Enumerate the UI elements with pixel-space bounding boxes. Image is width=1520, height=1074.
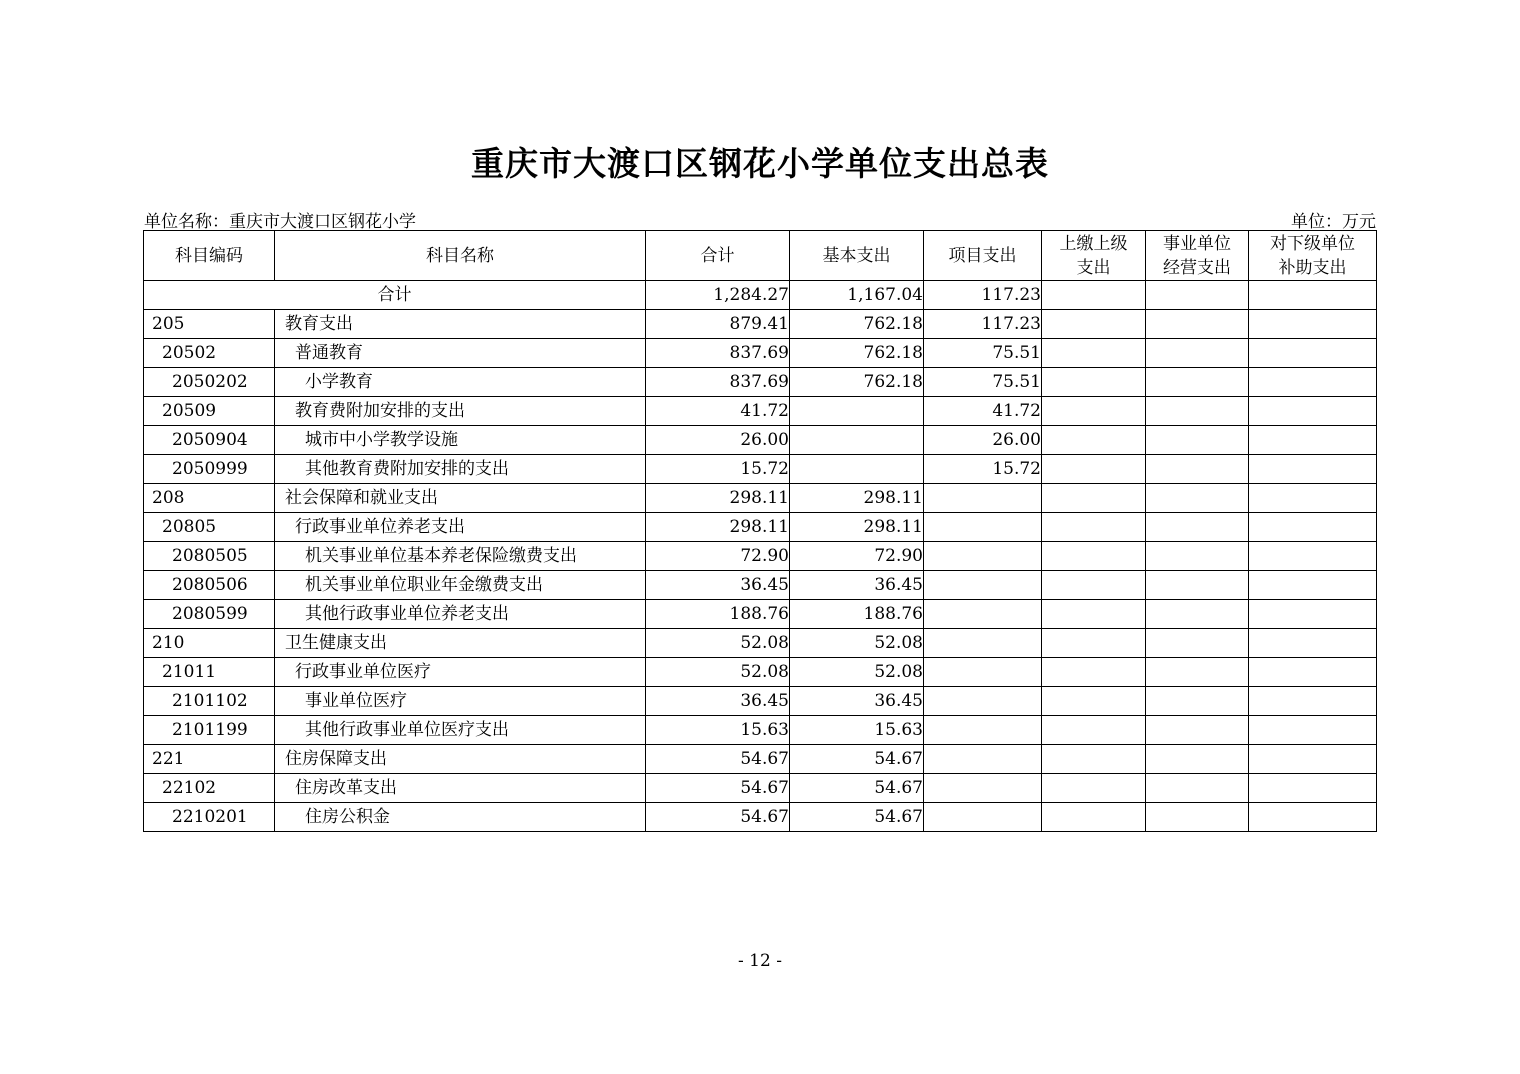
- row-code: 2101102: [144, 687, 275, 716]
- row-business: [1146, 397, 1249, 426]
- row-subsidy: [1249, 716, 1377, 745]
- row-subsidy: [1249, 339, 1377, 368]
- row-subsidy: [1249, 687, 1377, 716]
- unit-name-label: 单位名称：重庆市大渡口区钢花小学: [144, 212, 416, 232]
- row-upper: [1042, 687, 1146, 716]
- row-name: 教育费附加安排的支出: [275, 397, 646, 426]
- row-total: 26.00: [646, 426, 790, 455]
- total-row-project: 117.23: [924, 281, 1042, 310]
- row-code: 208: [144, 484, 275, 513]
- row-basic: 36.45: [790, 571, 924, 600]
- row-project: [924, 716, 1042, 745]
- row-upper: [1042, 600, 1146, 629]
- row-business: [1146, 571, 1249, 600]
- row-subsidy: [1249, 310, 1377, 339]
- row-total: 54.67: [646, 803, 790, 832]
- row-project: [924, 629, 1042, 658]
- row-basic: 54.67: [790, 745, 924, 774]
- row-name: 行政事业单位养老支出: [275, 513, 646, 542]
- table-row: [144, 658, 1377, 687]
- row-subsidy: [1249, 600, 1377, 629]
- table-row: [144, 484, 1377, 513]
- table-row: [144, 803, 1377, 832]
- row-basic: 298.11: [790, 484, 924, 513]
- row-total: 36.45: [646, 571, 790, 600]
- row-upper: [1042, 542, 1146, 571]
- row-project: [924, 513, 1042, 542]
- row-basic: 762.18: [790, 310, 924, 339]
- row-upper: [1042, 571, 1146, 600]
- row-subsidy: [1249, 484, 1377, 513]
- header-basic: 基本支出: [790, 231, 924, 281]
- row-upper: [1042, 513, 1146, 542]
- table-row: [144, 687, 1377, 716]
- row-name: 普通教育: [275, 339, 646, 368]
- row-upper: [1042, 745, 1146, 774]
- row-project: 15.72: [924, 455, 1042, 484]
- table-row: [144, 600, 1377, 629]
- row-total: 188.76: [646, 600, 790, 629]
- row-upper: [1042, 339, 1146, 368]
- table-row: [144, 571, 1377, 600]
- row-business: [1146, 513, 1249, 542]
- row-basic: 298.11: [790, 513, 924, 542]
- row-total: 15.63: [646, 716, 790, 745]
- header-project: 项目支出: [924, 231, 1042, 281]
- header-subsidy-line2: 补助支出: [1278, 257, 1347, 278]
- row-business: [1146, 716, 1249, 745]
- row-basic: [790, 426, 924, 455]
- row-total: 298.11: [646, 484, 790, 513]
- row-code: 2080599: [144, 600, 275, 629]
- row-subsidy: [1249, 542, 1377, 571]
- header-upper-line1: 上缴上级: [1059, 233, 1128, 254]
- row-upper: [1042, 716, 1146, 745]
- row-subsidy: [1249, 658, 1377, 687]
- table-row: [144, 745, 1377, 774]
- row-project: [924, 542, 1042, 571]
- row-subsidy: [1249, 397, 1377, 426]
- row-total: 41.72: [646, 397, 790, 426]
- total-row-upper: [1042, 281, 1146, 310]
- header-upper-line2: 支出: [1076, 257, 1111, 278]
- row-upper: [1042, 774, 1146, 803]
- row-project: 75.51: [924, 368, 1042, 397]
- row-subsidy: [1249, 513, 1377, 542]
- row-basic: 72.90: [790, 542, 924, 571]
- header-name: 科目名称: [275, 231, 646, 281]
- row-name: 住房保障支出: [275, 745, 646, 774]
- row-business: [1146, 774, 1249, 803]
- page-number: - 12 -: [738, 951, 782, 971]
- row-basic: 188.76: [790, 600, 924, 629]
- expenditure-table: [143, 230, 1377, 832]
- row-subsidy: [1249, 426, 1377, 455]
- row-code: 2050904: [144, 426, 275, 455]
- row-basic: 54.67: [790, 774, 924, 803]
- total-row-subsidy: [1249, 281, 1377, 310]
- row-name: 住房公积金: [275, 803, 646, 832]
- row-upper: [1042, 484, 1146, 513]
- row-name: 行政事业单位医疗: [275, 658, 646, 687]
- table-row: [144, 774, 1377, 803]
- row-name: 其他行政事业单位养老支出: [275, 600, 646, 629]
- row-code: 20509: [144, 397, 275, 426]
- row-basic: 52.08: [790, 658, 924, 687]
- row-business: [1146, 745, 1249, 774]
- row-business: [1146, 339, 1249, 368]
- row-project: [924, 484, 1042, 513]
- table-row: [144, 455, 1377, 484]
- row-upper: [1042, 629, 1146, 658]
- header-business-line1: 事业单位: [1163, 233, 1231, 254]
- row-business: [1146, 658, 1249, 687]
- row-name: 社会保障和就业支出: [275, 484, 646, 513]
- table-row: [144, 426, 1377, 455]
- row-upper: [1042, 397, 1146, 426]
- row-business: [1146, 629, 1249, 658]
- row-name: 城市中小学教学设施: [275, 426, 646, 455]
- row-code: 2210201: [144, 803, 275, 832]
- row-name: 卫生健康支出: [275, 629, 646, 658]
- row-business: [1146, 310, 1249, 339]
- row-code: 210: [144, 629, 275, 658]
- row-project: [924, 658, 1042, 687]
- row-total: 54.67: [646, 745, 790, 774]
- row-total: 298.11: [646, 513, 790, 542]
- page-title: 重庆市大渡口区钢花小学单位支出总表: [471, 144, 1049, 183]
- row-business: [1146, 803, 1249, 832]
- row-code: 20805: [144, 513, 275, 542]
- row-total: 52.08: [646, 658, 790, 687]
- row-project: 75.51: [924, 339, 1042, 368]
- row-project: 26.00: [924, 426, 1042, 455]
- row-total: 837.69: [646, 368, 790, 397]
- header-subsidy-line1: 对下级单位: [1270, 233, 1355, 254]
- row-name: 教育支出: [275, 310, 646, 339]
- row-subsidy: [1249, 571, 1377, 600]
- row-basic: 36.45: [790, 687, 924, 716]
- header-row: [144, 231, 1377, 281]
- row-business: [1146, 542, 1249, 571]
- row-basic: 762.18: [790, 368, 924, 397]
- table-row: [144, 368, 1377, 397]
- row-basic: [790, 397, 924, 426]
- row-total: 54.67: [646, 774, 790, 803]
- row-total: 52.08: [646, 629, 790, 658]
- row-subsidy: [1249, 803, 1377, 832]
- row-project: [924, 803, 1042, 832]
- header-code: 科目编码: [144, 231, 275, 281]
- row-total: 36.45: [646, 687, 790, 716]
- row-upper: [1042, 426, 1146, 455]
- row-subsidy: [1249, 455, 1377, 484]
- header-business-line2: 经营支出: [1163, 257, 1231, 278]
- row-project: [924, 745, 1042, 774]
- row-code: 205: [144, 310, 275, 339]
- table-meta: [144, 207, 1376, 232]
- row-name: 小学教育: [275, 368, 646, 397]
- row-name: 住房改革支出: [275, 774, 646, 803]
- row-basic: [790, 455, 924, 484]
- row-basic: 15.63: [790, 716, 924, 745]
- row-upper: [1042, 803, 1146, 832]
- total-row: [144, 281, 1377, 310]
- table-row: [144, 339, 1377, 368]
- header-upper: [1042, 231, 1146, 281]
- row-business: [1146, 455, 1249, 484]
- row-total: 879.41: [646, 310, 790, 339]
- table-row: [144, 513, 1377, 542]
- row-upper: [1042, 455, 1146, 484]
- row-code: 2101199: [144, 716, 275, 745]
- row-project: [924, 571, 1042, 600]
- row-total: 15.72: [646, 455, 790, 484]
- row-basic: 54.67: [790, 803, 924, 832]
- total-row-business: [1146, 281, 1249, 310]
- row-business: [1146, 426, 1249, 455]
- row-subsidy: [1249, 774, 1377, 803]
- table-row: [144, 310, 1377, 339]
- row-name: 其他行政事业单位医疗支出: [275, 716, 646, 745]
- row-code: 2050202: [144, 368, 275, 397]
- row-subsidy: [1249, 368, 1377, 397]
- row-name: 事业单位医疗: [275, 687, 646, 716]
- row-code: 2080506: [144, 571, 275, 600]
- row-code: 22102: [144, 774, 275, 803]
- row-business: [1146, 484, 1249, 513]
- unit-label: 单位：万元: [1291, 212, 1376, 232]
- row-upper: [1042, 658, 1146, 687]
- row-upper: [1042, 368, 1146, 397]
- row-name: 机关事业单位基本养老保险缴费支出: [275, 542, 646, 571]
- table-row: [144, 716, 1377, 745]
- row-upper: [1042, 310, 1146, 339]
- row-total: 72.90: [646, 542, 790, 571]
- row-project: 41.72: [924, 397, 1042, 426]
- row-basic: 52.08: [790, 629, 924, 658]
- table-row: [144, 397, 1377, 426]
- header-total: 合计: [646, 231, 790, 281]
- total-row-basic: 1,167.04: [790, 281, 924, 310]
- row-name: 机关事业单位职业年金缴费支出: [275, 571, 646, 600]
- row-business: [1146, 600, 1249, 629]
- row-name: 其他教育费附加安排的支出: [275, 455, 646, 484]
- header-subsidy: [1249, 231, 1377, 281]
- row-code: 21011: [144, 658, 275, 687]
- row-subsidy: [1249, 629, 1377, 658]
- row-project: [924, 600, 1042, 629]
- row-project: [924, 774, 1042, 803]
- row-code: 20502: [144, 339, 275, 368]
- row-code: 221: [144, 745, 275, 774]
- row-project: [924, 687, 1042, 716]
- row-basic: 762.18: [790, 339, 924, 368]
- row-total: 837.69: [646, 339, 790, 368]
- row-business: [1146, 687, 1249, 716]
- row-subsidy: [1249, 745, 1377, 774]
- header-business: [1146, 231, 1249, 281]
- table-row: [144, 629, 1377, 658]
- row-business: [1146, 368, 1249, 397]
- total-row-total: 1,284.27: [646, 281, 790, 310]
- total-row-label: 合计: [144, 281, 646, 310]
- row-code: 2080505: [144, 542, 275, 571]
- table-row: [144, 542, 1377, 571]
- row-code: 2050999: [144, 455, 275, 484]
- row-project: 117.23: [924, 310, 1042, 339]
